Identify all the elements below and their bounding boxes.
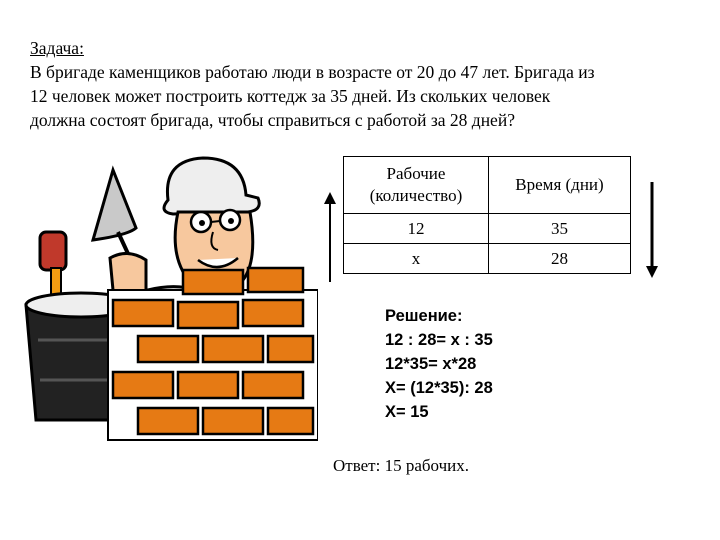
table-row: [344, 244, 631, 274]
problem-line-3: должна состоят бригада, чтобы справиться с работой за 28 дней?: [30, 110, 515, 130]
bricklayer-illustration: [18, 140, 318, 450]
table-header-row: [344, 157, 631, 214]
problem-heading: Задача:: [30, 38, 84, 58]
arrow-down-icon: [644, 182, 660, 280]
arrow-up-icon: [322, 192, 338, 284]
data-table: [343, 156, 631, 274]
solution-block: [385, 304, 493, 424]
table-header-workers: [344, 157, 489, 214]
solution-title: Решение:: [385, 307, 463, 325]
table-cell: x: [344, 244, 489, 274]
solution-step: 12*35= x*28: [385, 355, 477, 373]
solution-step: X= (12*35): 28: [385, 379, 493, 397]
solution-step: X= 15: [385, 403, 429, 421]
hat-icon: [164, 158, 259, 214]
problem-statement: [30, 36, 700, 132]
problem-line-1: В бригаде каменщиков работаю люди в возрасте от 20 до 47 лет. Бригада из: [30, 62, 595, 82]
table-cell: 12: [344, 214, 489, 244]
header-workers-line2: (количество): [369, 186, 463, 205]
table-header-time: Время (дни): [489, 157, 631, 214]
solution-step: 12 : 28= x : 35: [385, 331, 493, 349]
table-cell: 28: [489, 244, 631, 274]
header-workers-line1: Рабочие: [386, 164, 446, 183]
table-row: [344, 214, 631, 244]
answer-text: Ответ: 15 рабочих.: [333, 456, 469, 475]
problem-line-2: 12 человек может построить коттедж за 35 дней. Из скольких человек: [30, 86, 551, 106]
trowel-icon: [93, 170, 136, 258]
brick-wall-icon: [108, 268, 318, 440]
table-cell: 35: [489, 214, 631, 244]
